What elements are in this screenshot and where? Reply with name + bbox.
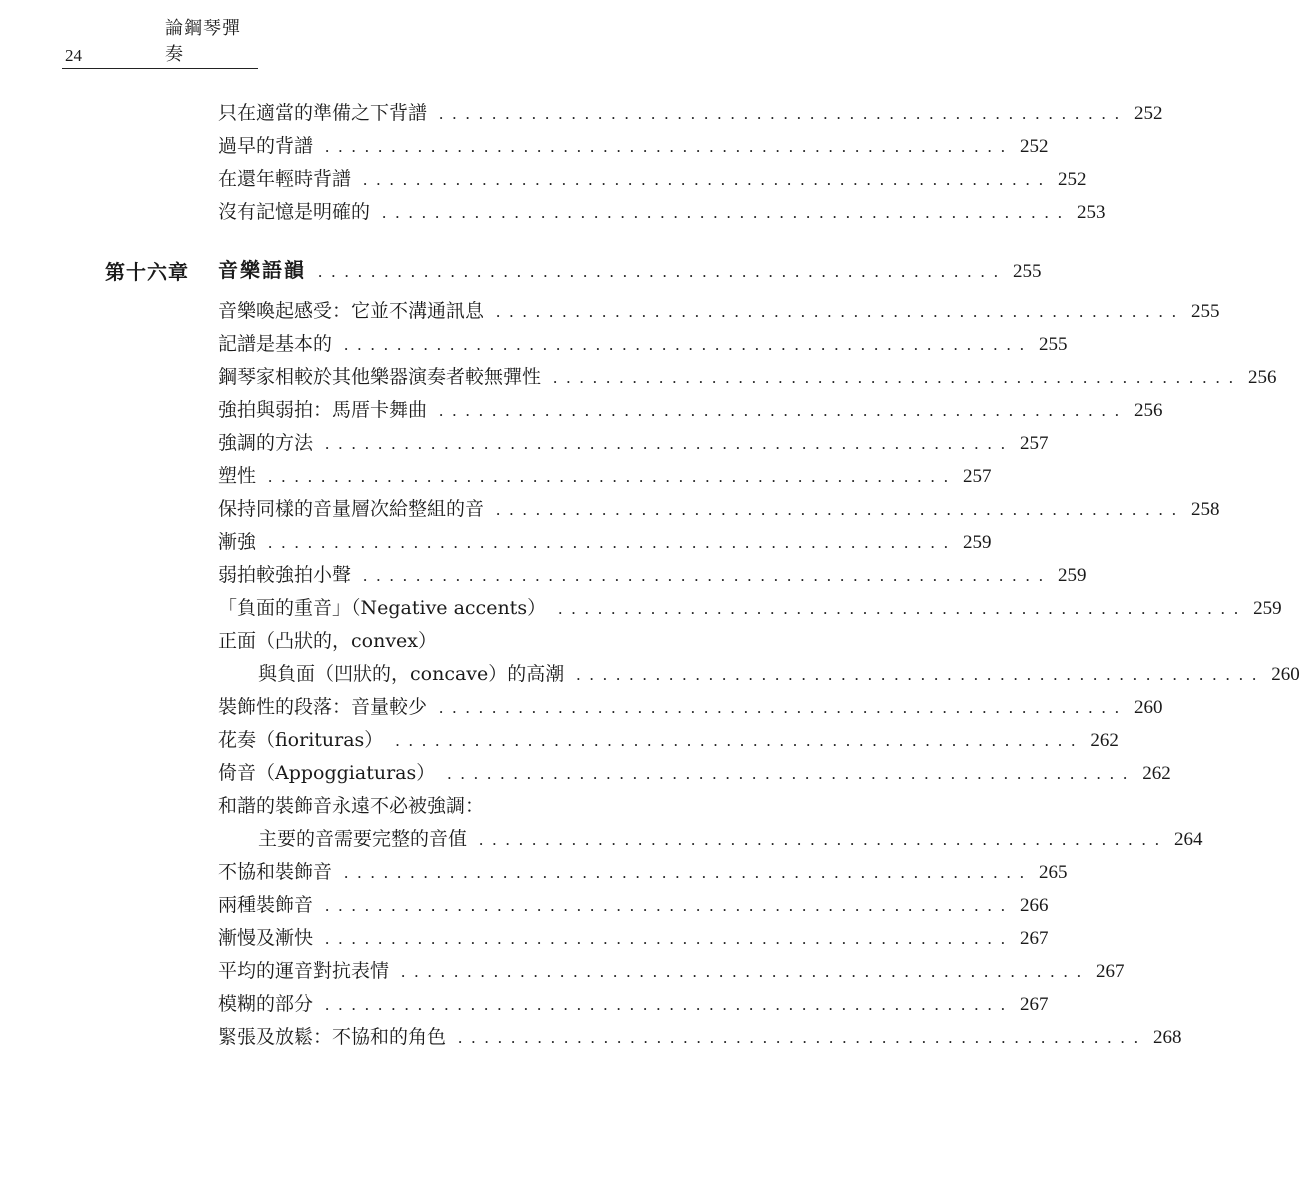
- toc-entry: [218, 725, 1119, 757]
- toc-entry: [218, 593, 1282, 625]
- toc-entry-page: 252: [1058, 169, 1087, 190]
- toc-entry: [218, 428, 1049, 460]
- dot-leader: ....................................................: [439, 401, 1129, 420]
- dot-leader: ....................................................: [479, 830, 1169, 849]
- toc-entry-title: 強調的方法: [218, 432, 314, 454]
- toc-entry-page: 256: [1134, 400, 1163, 421]
- toc-entry: [218, 395, 1163, 427]
- toc-entry-page: 264: [1174, 829, 1203, 850]
- toc-entry: [218, 692, 1163, 724]
- toc-entry: [218, 98, 1163, 130]
- toc-entry: [218, 296, 1220, 328]
- toc-entry-page: 257: [1020, 433, 1049, 454]
- toc-entry-title: 裝飾性的段落：音量較少: [218, 696, 428, 718]
- toc-entry: [218, 197, 1106, 229]
- toc-entry-title: 倚音（Appoggiaturas）: [218, 762, 436, 784]
- toc-entry-title: 強拍與弱拍：馬厝卡舞曲: [218, 399, 428, 421]
- toc-entry-title: 記譜是基本的: [218, 333, 333, 355]
- toc-entry-title: 「負面的重音」（Negative accents）: [218, 597, 547, 619]
- dot-leader: ....................................................: [439, 698, 1129, 717]
- toc-entry: [218, 923, 1049, 955]
- dot-leader: ....................................................: [325, 434, 1015, 453]
- dot-leader: ....................................................: [382, 203, 1072, 222]
- toc-entry-title: 花奏（fiorituras）: [218, 729, 384, 751]
- toc-entry-page: 256: [1248, 367, 1277, 388]
- dot-leader: ....................................................: [344, 335, 1034, 354]
- toc-entry-page: 267: [1020, 928, 1049, 949]
- toc-entry-title: 在還年輕時背譜: [218, 168, 352, 190]
- toc-entry: [218, 758, 1171, 790]
- toc-entry-title: 與負面（凹狀的，concave）的高潮: [258, 663, 565, 685]
- dot-leader: ....................................................: [447, 764, 1137, 783]
- toc-entry-page: 266: [1020, 895, 1049, 916]
- toc-entry: [218, 1022, 1182, 1054]
- toc-entry: [218, 956, 1125, 988]
- toc-entry-page: 252: [1134, 103, 1163, 124]
- toc-entry: [218, 164, 1087, 196]
- toc-entry-title: 和諧的裝飾音永遠不必被強調：: [218, 795, 485, 817]
- dot-leader: ....................................................: [496, 302, 1186, 321]
- toc-entry-page: 253: [1077, 202, 1106, 223]
- dot-leader: ....................................................: [325, 995, 1015, 1014]
- toc-entry: [218, 527, 992, 559]
- toc-entry-page: 267: [1020, 994, 1049, 1015]
- dot-leader: ....................................................: [363, 170, 1053, 189]
- toc-entry-title: 漸慢及漸快: [218, 927, 314, 949]
- toc-entry-page: 258: [1191, 499, 1220, 520]
- toc-entry-page: 257: [963, 466, 992, 487]
- toc-entry: [218, 560, 1087, 592]
- dot-leader: ....................................................: [268, 467, 958, 486]
- toc-entry-title: 只在適當的準備之下背譜: [218, 102, 428, 124]
- dot-leader: ....................................................: [558, 599, 1248, 618]
- toc-entry-page: 259: [1058, 565, 1087, 586]
- toc-entry-title: 鋼琴家相較於其他樂器演奏者較無彈性: [218, 366, 542, 388]
- dot-leader: ....................................................: [576, 665, 1266, 684]
- toc-entry-page: 259: [963, 532, 992, 553]
- dot-leader: ....................................................: [344, 863, 1034, 882]
- toc-entry-line2: [258, 659, 1300, 691]
- toc-entry: [218, 989, 1049, 1021]
- toc-entry-page: 260: [1134, 697, 1163, 718]
- chapter-entry: [218, 254, 1042, 286]
- toc-entry: [218, 461, 992, 493]
- running-title: 論鋼琴彈奏: [165, 18, 241, 65]
- toc-entry-page: 265: [1039, 862, 1068, 883]
- toc-entry-title: 平均的運音對抗表情: [218, 960, 390, 982]
- chapter-label: 第十六章: [105, 260, 189, 284]
- toc-entry: [218, 329, 1068, 361]
- dot-leader: ....................................................: [458, 1028, 1148, 1047]
- toc-entry-page: 268: [1153, 1027, 1182, 1048]
- toc-entry-line1: [218, 791, 710, 823]
- dot-leader: ....................................................: [401, 962, 1091, 981]
- toc-entry-title: 保持同樣的音量層次給整組的音: [218, 498, 485, 520]
- dot-leader: ....................................................: [496, 500, 1186, 519]
- toc-entry-title: 塑性: [218, 465, 257, 487]
- toc-entry-page: 262: [1142, 763, 1171, 784]
- toc-entry-page: 252: [1020, 136, 1049, 157]
- toc-entry-title: 弱拍較強拍小聲: [218, 564, 352, 586]
- toc-entry-page: 260: [1271, 664, 1300, 685]
- toc-entry-line2: [258, 824, 1203, 856]
- toc-entry-title: 不協和裝飾音: [218, 861, 333, 883]
- toc-entry: [218, 362, 1277, 394]
- toc-entry-page: 255: [1039, 334, 1068, 355]
- dot-leader: ....................................................: [553, 368, 1243, 387]
- dot-leader: ....................................................: [363, 566, 1053, 585]
- toc-entry-page: 259: [1253, 598, 1282, 619]
- toc-entry-title: 沒有記憶是明確的: [218, 201, 371, 223]
- toc-entry-page: 255: [1191, 301, 1220, 322]
- dot-leader: ....................................................: [325, 929, 1015, 948]
- toc-entry-page: 267: [1096, 961, 1125, 982]
- toc-entry: [218, 890, 1049, 922]
- toc-entry-title: 音樂喚起感受：它並不溝通訊息: [218, 300, 485, 322]
- chapter-page: 255: [1013, 261, 1042, 282]
- dot-leader: ....................................................: [395, 731, 1085, 750]
- toc-entry-title: 漸強: [218, 531, 257, 553]
- dot-leader: ....................................................: [318, 262, 1007, 281]
- dot-leader: ....................................................: [325, 896, 1015, 915]
- dot-leader: ....................................................: [325, 137, 1015, 156]
- toc-entry-title: 兩種裝飾音: [218, 894, 314, 916]
- toc-entry-line1: [218, 626, 710, 658]
- running-header: [62, 18, 258, 69]
- dot-leader: ....................................................: [268, 533, 958, 552]
- toc-entry-title: 正面（凸狀的，convex）: [218, 630, 438, 652]
- toc-entry-page: 262: [1090, 730, 1119, 751]
- toc-entry-title: 模糊的部分: [218, 993, 314, 1015]
- toc-entry: [218, 857, 1068, 889]
- toc-entry-title: 緊張及放鬆：不協和的角色: [218, 1026, 447, 1048]
- toc-entry: [218, 494, 1220, 526]
- toc-entry: [218, 131, 1049, 163]
- page-number: 24: [65, 46, 82, 65]
- chapter-title: 音樂語韻: [218, 258, 306, 282]
- toc-entry-title: 過早的背譜: [218, 135, 314, 157]
- dot-leader: ....................................................: [439, 104, 1129, 123]
- toc-entry-title: 主要的音需要完整的音值: [258, 828, 468, 850]
